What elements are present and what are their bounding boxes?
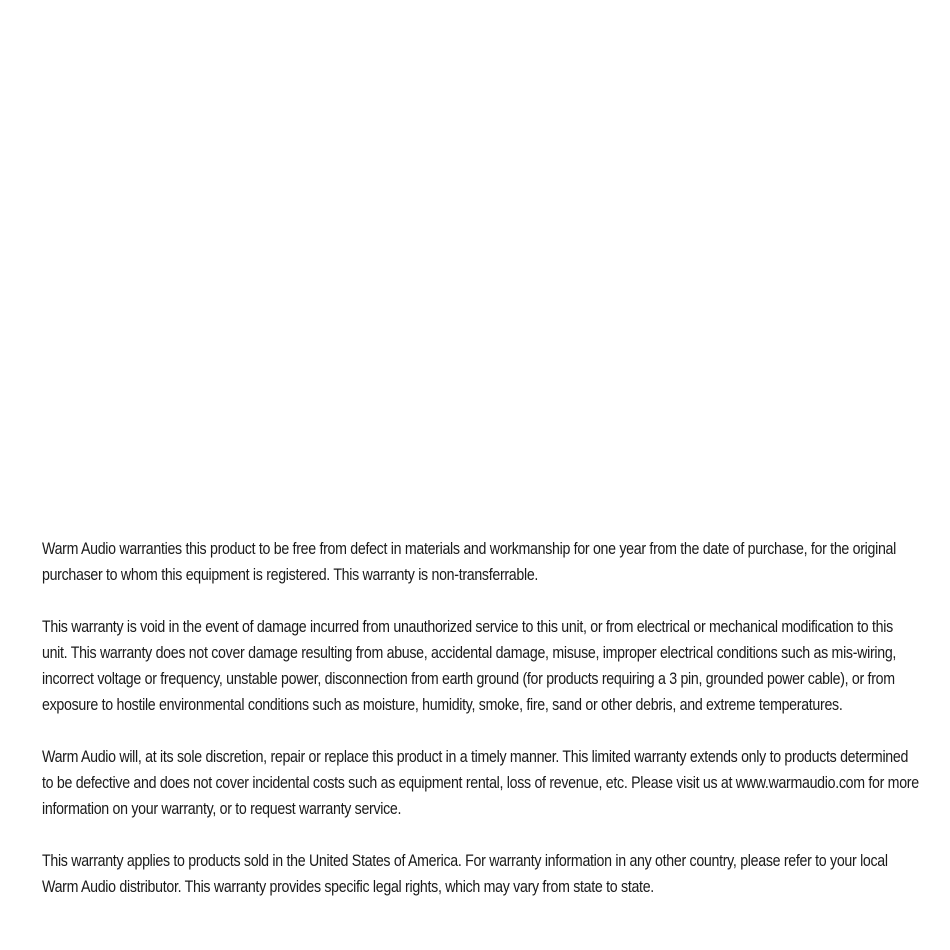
warranty-paragraph-exclusions: This warranty is void in the event of damage incurred from unauthorized service to this unit, or from electrical or mechanical modification to this unit. This warranty does not cover damage resulting from abuse, accidental damage, misuse, improper electrical conditions such as mis-wiring, incorrect voltage or frequency, unstable power, disconnection from earth ground (for products requiring a 3 pin, grounded power cable), or from exposure to hostile environmental conditions such as moisture, humidity, smoke, fire, sand or other debris, and extreme temperatures. xyxy=(42,618,897,714)
warranty-paragraph-remedy: Warm Audio will, at its sole discretion, repair or replace this product in a timely manner. This limited warranty extends only to products determined to be defective and does not cover incidental costs such as equipment rental, loss of revenue, etc. Please visit us at www.warmaudio.com for more information on your warranty, or to request warranty service. xyxy=(42,748,919,818)
warranty-text-block xyxy=(42,536,922,900)
warranty-paragraph-jurisdiction: This warranty applies to products sold in the United States of America. For warranty information in any other country, please refer to your local Warm Audio distributor. This warranty provides specific legal rights, which may vary from state to state. xyxy=(42,852,888,896)
warranty-paragraph-coverage: Warm Audio warranties this product to be free from defect in materials and workmanship for one year from the date of purchase, for the original purchaser to whom this equipment is registered. This warranty is non-transferrable. xyxy=(42,540,896,584)
